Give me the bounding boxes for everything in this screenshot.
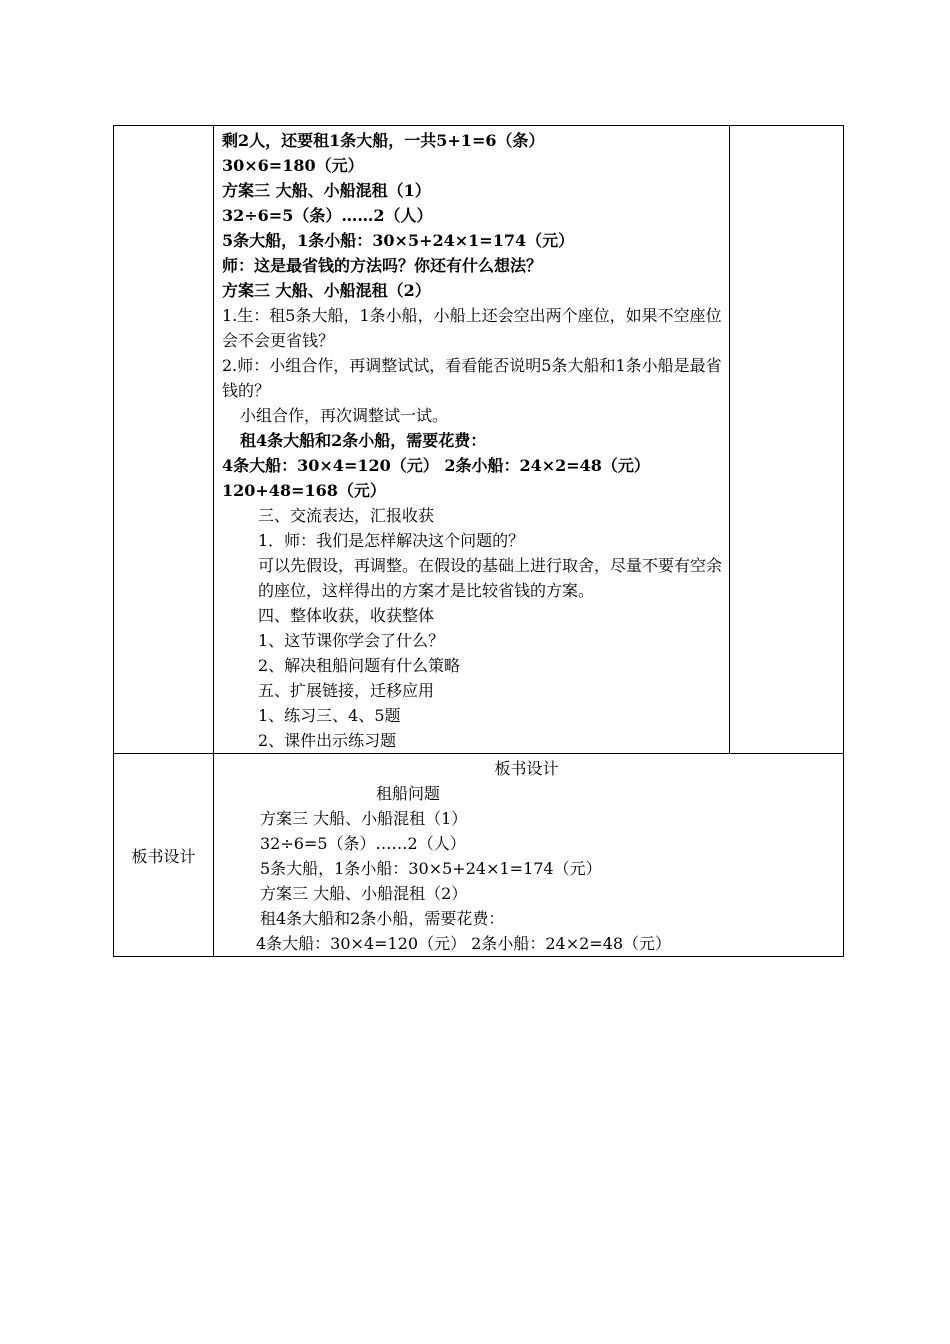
board-line: 租4条大船和2条小船，需要花费： <box>260 909 505 928</box>
board-subtitle: 租船问题 <box>376 784 441 803</box>
process-line: 1.生：租5条大船，1条小船，小船上还会空出两个座位，如果不空座位会不会更省钱？ <box>222 306 722 350</box>
board-design-cell <box>214 754 844 957</box>
process-line: 120+48=168（元） <box>222 481 386 500</box>
board-design-label-cell <box>114 754 214 957</box>
process-line: 方案三 大船、小船混租（2） <box>222 281 431 300</box>
process-line: 4条大船：30×4=120（元） 2条小船：24×2=48（元） <box>222 456 650 475</box>
board-line: 5条大船，1条小船：30×5+24×1=174（元） <box>260 859 602 878</box>
process-line: 小组合作，再次调整试一试。 <box>240 406 449 425</box>
board-line: 4条大船：30×4=120（元） 2条小船：24×2=48（元） <box>256 934 672 953</box>
process-line: 2.师：小组合作，再调整试试，看看能否说明5条大船和1条小船是最省钱的？ <box>222 356 722 400</box>
process-line: 1、这节课你学会了什么？ <box>258 631 445 650</box>
board-title: 板书设计 <box>494 759 559 778</box>
process-line: 四、整体收获，收获整体 <box>258 606 435 625</box>
teaching-process-cell <box>214 126 730 754</box>
process-line: 租4条大船和2条小船，需要花费： <box>240 431 487 450</box>
process-line: 5条大船，1条小船：30×5+24×1=174（元） <box>222 231 575 250</box>
process-line: 32÷6=5（条）……2（人） <box>222 206 433 225</box>
process-line: 可以先假设，再调整。在假设的基础上进行取舍，尽量不要有空余的座位，这样得出的方案才是比较省钱的方案。 <box>258 556 723 600</box>
teaching-process-content <box>214 126 729 753</box>
process-line: 1、练习三、4、5题 <box>258 706 401 725</box>
empty-label-cell <box>114 126 214 754</box>
process-line: 1．师：我们是怎样解决这个问题的？ <box>258 531 525 550</box>
board-line: 方案三 大船、小船混租（1） <box>260 809 468 828</box>
lesson-plan-table <box>113 125 844 957</box>
process-line: 师：这是最省钱的方法吗？你还有什么想法？ <box>222 256 543 275</box>
process-line: 剩2人，还要租1条大船，一共5+1=6（条） <box>222 131 545 150</box>
board-design-row <box>114 754 844 957</box>
process-line: 30×6=180（元） <box>222 156 364 175</box>
board-line: 方案三 大船、小船混租（2） <box>260 884 468 903</box>
notes-cell <box>730 126 844 754</box>
process-line: 五、扩展链接，迁移应用 <box>258 681 435 700</box>
board-design-content <box>214 754 843 956</box>
process-line: 方案三 大船、小船混租（1） <box>222 181 431 200</box>
board-design-label: 板书设计 <box>131 846 196 866</box>
process-line: 2、解决租船问题有什么策略 <box>258 656 461 675</box>
process-line: 三、交流表达，汇报收获 <box>258 506 435 525</box>
board-line: 32÷6=5（条）……2（人） <box>260 834 466 853</box>
process-row <box>114 126 844 754</box>
process-line: 2、课件出示练习题 <box>258 731 397 750</box>
